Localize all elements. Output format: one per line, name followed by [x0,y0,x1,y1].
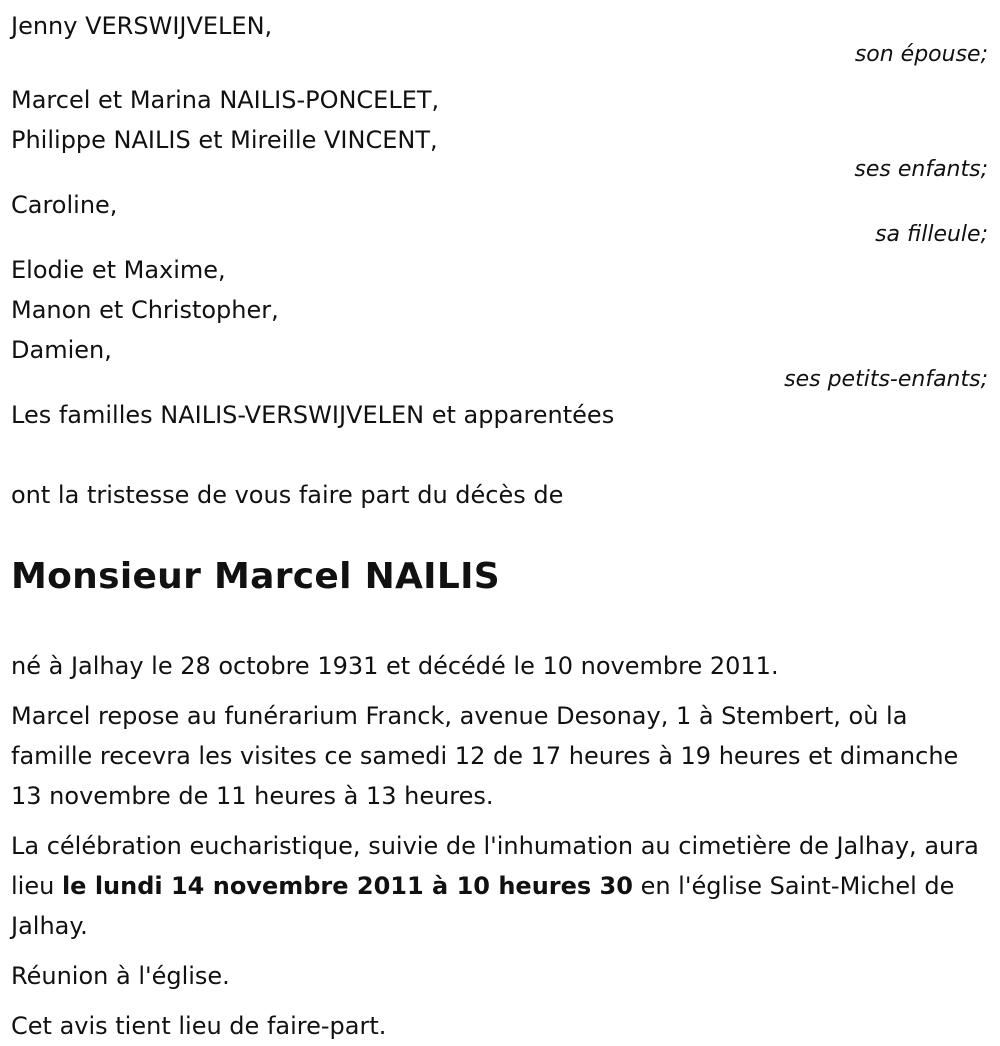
ceremony-date-time: le lundi 14 novembre 2011 à 10 heures 30 [61,872,633,900]
spouse-role: son épouse; [854,42,988,67]
ceremony-text-after: en l'église Saint-Michel de Jalhay. [11,872,955,940]
announcement-intro: ont la tristesse de vous faire part du décès de [11,481,564,509]
reunion-paragraph: Réunion à l'église. [11,962,230,990]
notice-paragraph: Cet avis tient lieu de faire-part. [11,1012,387,1040]
spouse-name: Jenny VERSWIJVELEN, [11,12,273,40]
children-role: ses enfants; [854,157,988,182]
ceremony-text-before: La célébration eucharistique, suivie de l'inhumation au cimetière de Jalhay, aura lieu [11,832,979,900]
families-line: Les familles NAILIS-VERSWIJVELEN et apparentées [11,401,615,429]
grandchild-name: Elodie et Maxime, [11,256,226,284]
ceremony-paragraph [11,826,990,946]
spouse-group [11,10,990,74]
goddaughter-name: Caroline, [11,191,118,219]
goddaughter-group [11,185,990,248]
child-name: Philippe NAILIS et Mireille VINCENT, [11,126,438,154]
grandchildren-role: ses petits-enfants; [784,367,988,392]
goddaughter-role: sa filleule; [875,222,988,247]
grandchild-name: Manon et Christopher, [11,296,279,324]
visitation-paragraph: Marcel repose au funérarium Franck, avenue Desonay, 1 à Stembert, où la famille recevra les visites ce samedi 12 de 17 heures à 19 heures et dimanche 13 novembre de 11 heures à 13 heures. [11,702,959,810]
birth-death-paragraph: né à Jalhay le 28 octobre 1931 et décédé le 10 novembre 2011. [11,652,779,680]
grandchild-name: Damien, [11,336,112,364]
children-group [11,80,990,183]
grandchildren-group [11,250,990,393]
deceased-name: Monsieur Marcel NAILIS [11,556,501,597]
child-name: Marcel et Marina NAILIS-PONCELET, [11,86,440,114]
